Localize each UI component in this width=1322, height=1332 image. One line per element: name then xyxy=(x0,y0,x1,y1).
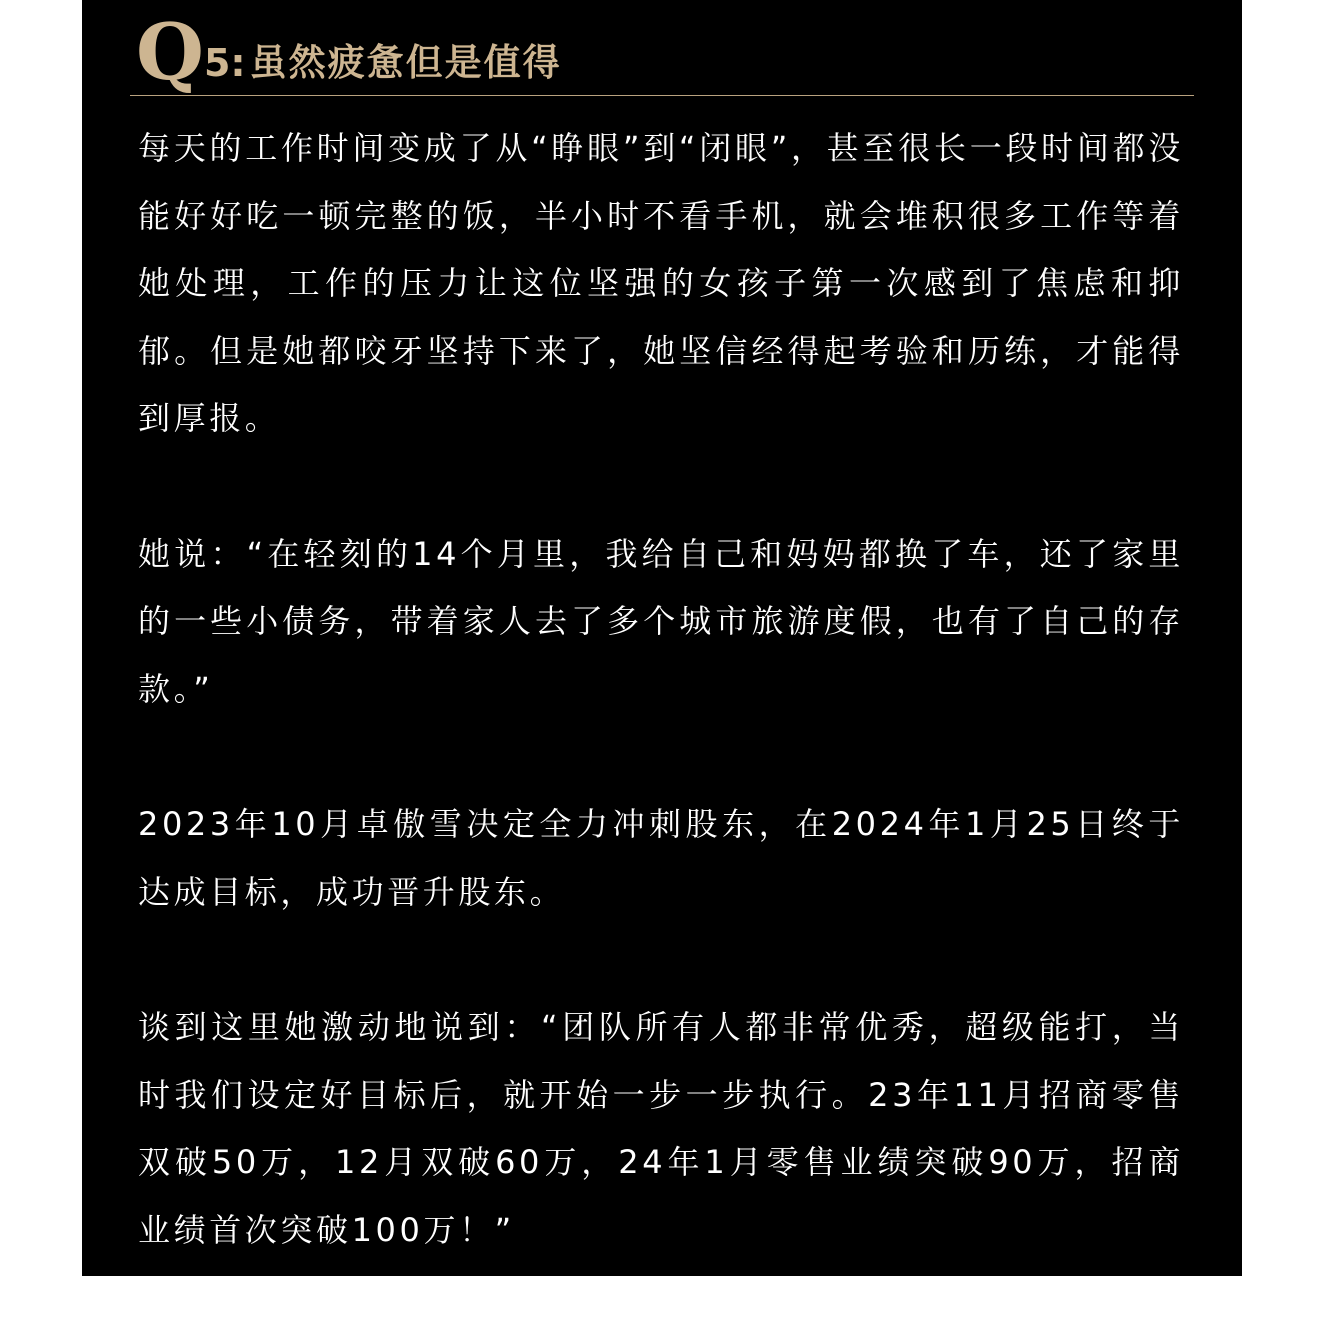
paragraph-shareholder-promotion: 2023年10月卓傲雪决定全力冲刺股东，在2024年1月25日终于达成目标，成功晋升股东。 xyxy=(138,805,1184,911)
section-header xyxy=(136,7,562,98)
header-divider xyxy=(130,95,1194,96)
question-number: 5: xyxy=(203,41,246,85)
paragraph-quote-achievements: 她说：“在轻刻的14个月里，我给自己和妈妈都换了车，还了家里的一些小债务，带着家人去了多个城市旅游度假，也有了自己的存款。” xyxy=(138,534,1184,708)
article-body xyxy=(138,115,1184,1332)
question-letter: Q xyxy=(136,7,202,98)
section-title: 虽然疲惫但是值得 xyxy=(249,41,562,84)
article-panel xyxy=(82,0,1242,1276)
paragraph-team-quote: 谈到这里她激动地说到：“团队所有人都非常优秀，超级能打，当时我们设定好目标后，就开始一步一步执行。23年11月招商零售双破50万，12月双破60万，24年1月零售业绩突破90万，招商业绩首次突破100万！” xyxy=(138,1008,1184,1249)
paragraph-work-pressure: 每天的工作时间变成了从“睁眼”到“闭眼”，甚至很长一段时间都没能好好吃一顿完整的饭，半小时不看手机，就会堆积很多工作等着她处理，工作的压力让这位坚强的女孩子第一次感到了焦虑和抑郁。但是她都咬牙坚持下来了，她坚信经得起考验和历练，才能得到厚报。 xyxy=(138,129,1184,437)
